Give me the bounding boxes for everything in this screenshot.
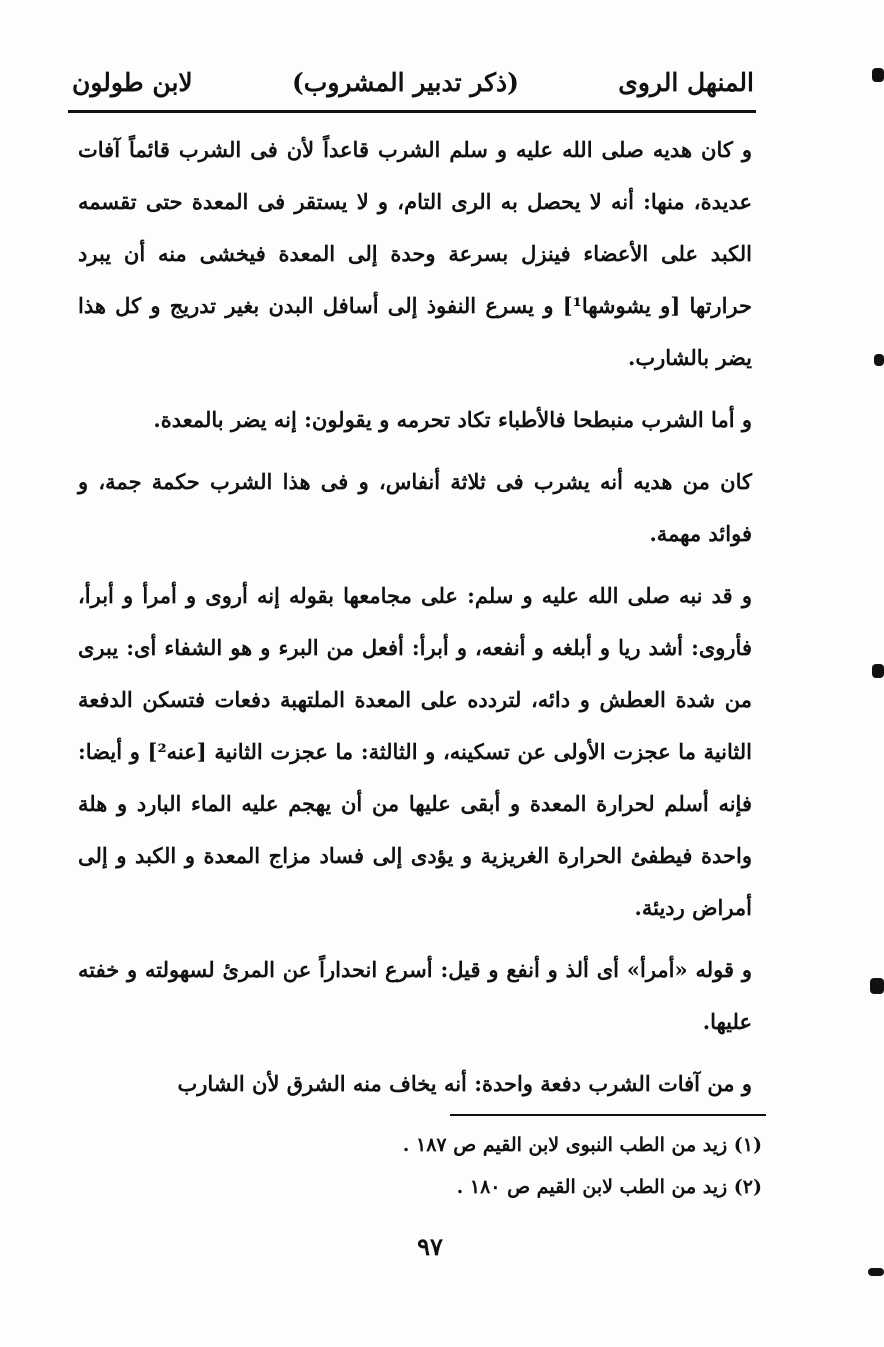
paragraph: و من آفات الشرب دفعة واحدة: أنه يخاف منه الشرق لأن الشارب xyxy=(177,1071,752,1096)
header-section-title: (ذكر تدبير المشروب) xyxy=(291,67,519,97)
header-author: لابن طولون xyxy=(72,67,193,97)
paragraph: و قد نبه صلى الله عليه و سلم: على مجامعها بقوله إنه أروى و أمرأ و أبرأ، فأروى: أشد ريا و أبلغه و أنفعه، و أبرأ: أفعل من البرء و هو الشفاء أى: يبرى من شدة العطش و دائه، لتردده على المعدة الملتهبة دفعات فتسكن الدفعة الثانية ما عجزت الأولى عن تسكينه، و الثالثة: ما عجزت الثانية [عنه²] و أيضا: فإنه أسلم لحرارة المعدة و أبقى عليها من أن يهجم عليه الماء البارد و هلة واحدة فيطفئ الحرارة الغريزية و يؤدى إلى فساد مزاج المعدة و الكبد و إلى أمراض رديئة. xyxy=(78,583,752,920)
footnote-rule xyxy=(450,1114,766,1116)
scan-edge-mark xyxy=(874,354,884,366)
paragraph: و قوله «أمرأ» أى ألذ و أنفع و قيل: أسرع انحداراً عن المرئ لسهولته و خفته عليها. xyxy=(78,957,752,1034)
scan-edge-mark xyxy=(868,1268,884,1276)
body-text xyxy=(78,124,752,1110)
running-header xyxy=(72,56,754,108)
scan-edge-mark xyxy=(872,664,884,678)
footnote: (٢) زيد من الطب لابن القيم ص ١٨٠ . xyxy=(456,1176,762,1198)
paragraph: كان من هديه أنه يشرب فى ثلاثة أنفاس، و فى هذا الشرب حكمة جمة، و فوائد مهمة. xyxy=(78,469,752,546)
page-number: ٩٧ xyxy=(417,1232,443,1261)
paragraph: و أما الشرب منبطحا فالأطباء تكاد تحرمه و يقولون: إنه يضر بالمعدة. xyxy=(153,407,752,432)
header-book-title: المنهل الروى xyxy=(618,67,754,97)
scan-edge-mark xyxy=(870,978,884,994)
footnotes xyxy=(300,1124,762,1208)
footnote: (١) زيد من الطب النبوى لابن القيم ص ١٨٧ . xyxy=(402,1134,762,1156)
paragraph: و كان هديه صلى الله عليه و سلم الشرب قاعداً لأن فى الشرب قائماً آفات عديدة، منها: أنه لا يحصل به الرى التام، و لا يستقر فى المعدة حتى تقسمه الكبد على الأعضاء فينزل بسرعة وحدة إلى المعدة فيخشى منه أن يبرد حرارتها [و يشوشها¹] و يسرع النفوذ إلى أسافل البدن بغير تدريج و كل هذا يضر بالشارب. xyxy=(78,137,752,370)
scan-edge-mark xyxy=(872,68,884,82)
header-rule xyxy=(68,110,756,113)
